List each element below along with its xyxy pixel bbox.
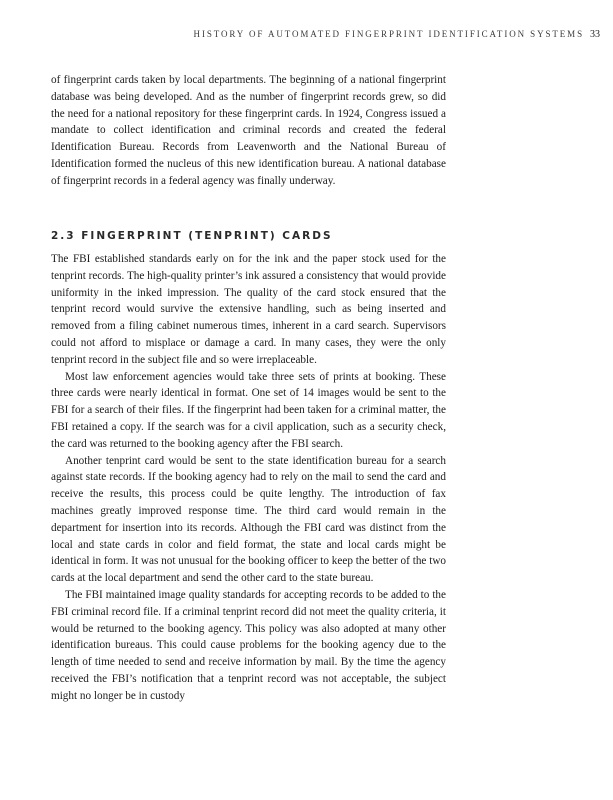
body-paragraph: Another tenprint card would be sent to the state identification bureau for a search against state records. If the booking agency had to rely on the mail to send the card and receive the results, this process could be quite lengthy. The introduction of fax machines greatly improved response time. The third card would remain in the department for insertion into its records. Although the FBI card was distinct from the local and state cards in color and field format, the state and local cards might be identical in form. It was not unusual for the booking officer to keep the better of the two cards at the local department and send the other card to the state bureau.: [51, 454, 446, 585]
body-paragraph: The FBI maintained image quality standards for accepting records to be added to the FBI criminal record file. If a criminal tenprint record did not meet the quality criteria, it would be returned to the booking agency. This policy was also adopted at many other identification bureaus. This could cause problems for the booking agency due to the length of time needed to send and receive information by mail. By the time the agency received the FBI’s notification that a tenprint record was not acceptable, the subject might no longer be in custody: [51, 588, 446, 702]
running-head: [160, 29, 600, 40]
section-body: [51, 251, 446, 705]
body-paragraph: The FBI established standards early on for the ink and the paper stock used for the tenprint records. The high-quality printer’s ink assured a consistency that would provide uniformity in the inked impression. The quality of the card stock ensured that the tenprint record would survive the extensive handling, such as being inserted and removed from a filing cabinet numerous times, inherent in a card search. Supervisors could not afford to misplace or damage a card. In many cases, they were the only tenprint record in the subject file and so were irreplaceable.: [51, 253, 446, 366]
body-paragraph: Most law enforcement agencies would take three sets of prints at booking. These three cards were nearly identical in format. One set of 14 images would be sent to the FBI for a search of their files. If the fingerprint had been taken for a criminal matter, the FBI retained a copy. If the search was for a civil application, such as a security check, the card was returned to the booking agency after the FBI search.: [51, 370, 446, 450]
intro-text-block: [51, 72, 446, 190]
intro-paragraph: of fingerprint cards taken by local departments. The beginning of a national fingerprint database was being developed. And as the number of fingerprint records grew, so did the need for a national repository for these fingerprint cards. In 1924, Congress issued a mandate to collect identification and criminal records and created the federal Identification Bureau. Records from Leavenworth and the National Bureau of Identification formed the nucleus of this new identification bureau. A national database of fingerprint records in a federal agency was finally underway.: [51, 74, 446, 187]
page-number: 33: [590, 29, 600, 40]
section-heading: 2.3 FINGERPRINT (TENPRINT) CARDS: [51, 230, 333, 242]
running-title: HISTORY OF AUTOMATED FINGERPRINT IDENTIFICATION SYSTEMS: [193, 29, 584, 39]
